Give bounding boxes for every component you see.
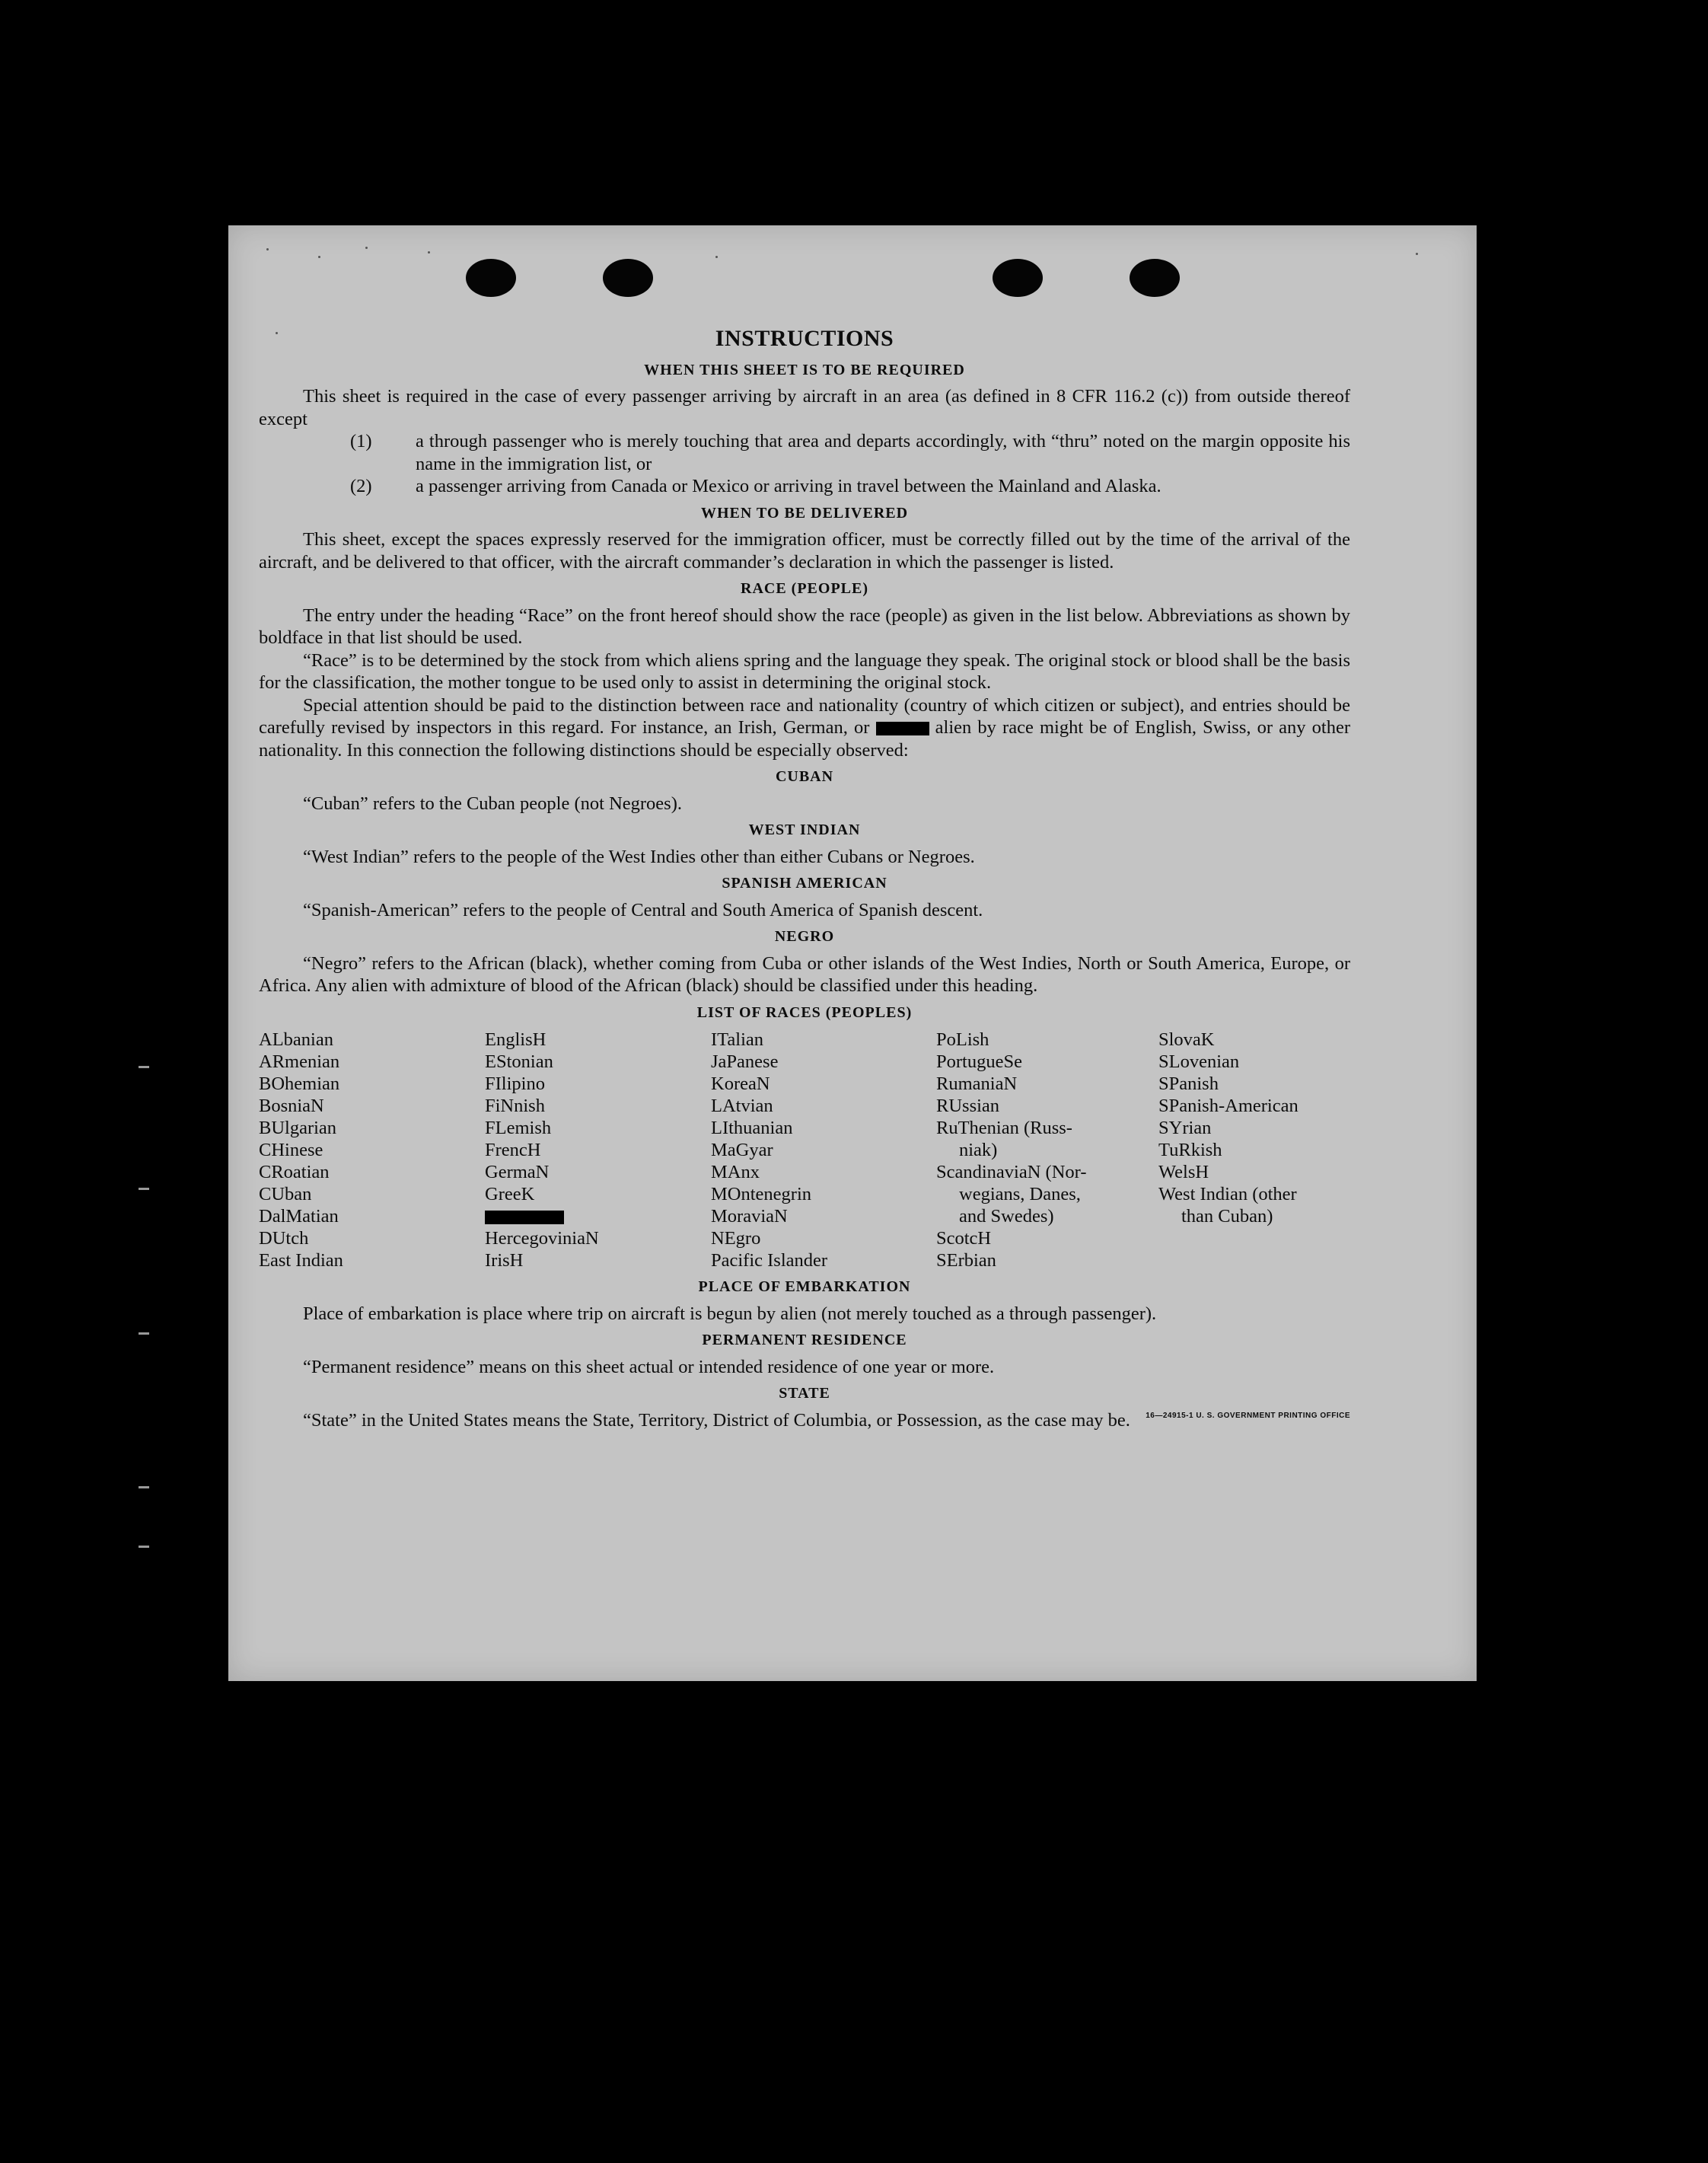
- race-entry: East Indian: [259, 1250, 343, 1271]
- race-entry: BOhemian: [259, 1074, 340, 1094]
- race-entry: FLemish: [485, 1118, 552, 1138]
- paragraph-text: Special attention should be paid to the distinction between race and nationality (country of which citizen or subject), and entries should be carefully revised by inspectors in this regard. For instance, an Irish, German, or: [259, 694, 1350, 738]
- section-heading: SPANISH AMERICAN: [722, 875, 887, 892]
- race-entry: BosniaN: [259, 1096, 324, 1116]
- section-heading: PLACE OF EMBARKATION: [698, 1278, 911, 1295]
- margin-mark: [139, 1066, 149, 1068]
- race-entry-continued: than Cuban): [1181, 1206, 1273, 1227]
- margin-mark: [139, 1486, 149, 1488]
- race-entry: ITalian: [711, 1029, 764, 1050]
- race-entry-continued: wegians, Danes,: [959, 1184, 1081, 1204]
- race-entry: SYrian: [1158, 1118, 1212, 1138]
- race-entry: LIthuanian: [711, 1118, 793, 1138]
- punch-hole: [603, 259, 653, 297]
- margin-mark: [139, 1332, 149, 1335]
- redaction-mark: [485, 1211, 564, 1224]
- section-heading: LIST OF RACES (PEOPLES): [696, 1003, 913, 1021]
- instruction-sheet: [228, 225, 1477, 1681]
- section-heading: PERMANENT RESIDENCE: [702, 1332, 907, 1348]
- race-entry: FIlipino: [485, 1074, 545, 1094]
- race-entry: MoraviaN: [711, 1206, 788, 1227]
- race-entry: DUtch: [259, 1228, 309, 1249]
- paragraph: “Race” is to be determined by the stock from which aliens spring and the language they speak. The original stock or blood shall be the basis for the classification, the mother tongue to be used only to assist in determining the original stock.: [259, 649, 1350, 693]
- race-entry: West Indian (other: [1158, 1184, 1297, 1204]
- paragraph-text: alien by race might be of English, Swiss, or any other nationality. In this connection the following distinctions should be especially observed:: [259, 717, 1351, 761]
- race-entry: MAnx: [711, 1162, 760, 1182]
- section-heading: NEGRO: [774, 928, 835, 945]
- paragraph: “Cuban” refers to the Cuban people (not Negroes).: [303, 793, 682, 814]
- race-entry: RuThenian (Russ-: [936, 1118, 1072, 1138]
- race-entry: FiNnish: [485, 1096, 545, 1116]
- race-entry: GreeK: [485, 1184, 535, 1204]
- redacted-entry: [485, 1205, 711, 1227]
- race-entry: CUban: [259, 1184, 312, 1204]
- punch-hole: [993, 259, 1043, 297]
- margin-mark: [139, 1546, 149, 1548]
- race-entry: KoreaN: [711, 1074, 770, 1094]
- race-entry: BUlgarian: [259, 1118, 337, 1138]
- section-heading: WHEN THIS SHEET IS TO BE REQUIRED: [644, 361, 965, 378]
- printing-office-code: 16—24915-1 U. S. GOVERNMENT PRINTING OFFICE: [1146, 1411, 1350, 1420]
- race-entry: JaPanese: [711, 1051, 779, 1072]
- race-entry: SLovenian: [1158, 1051, 1240, 1072]
- list-text: a through passenger who is merely touching that area and departs accordingly, with “thru” noted on the margin opposite his name in the immigration list, or: [416, 431, 1350, 474]
- race-entry: MOntenegrin: [711, 1184, 811, 1204]
- race-entry-continued: and Swedes): [959, 1206, 1054, 1227]
- page-title: INSTRUCTIONS: [715, 326, 894, 351]
- punch-hole: [1130, 259, 1180, 297]
- race-entry: IrisH: [485, 1250, 524, 1271]
- race-entry: CRoatian: [259, 1162, 330, 1182]
- race-entry: TuRkish: [1158, 1140, 1222, 1160]
- document-body: [259, 327, 1350, 1431]
- paragraph: The entry under the heading “Race” on the front hereof should show the race (people) as given in the list below. Abbreviations as shown by boldface in that list should be used.: [259, 605, 1350, 648]
- section-heading: WHEN TO BE DELIVERED: [700, 504, 909, 522]
- races-column: [1158, 1029, 1356, 1271]
- section-heading: RACE (PEOPLE): [741, 580, 868, 597]
- race-entry: NEgro: [711, 1228, 761, 1249]
- race-entry: EnglisH: [485, 1029, 546, 1050]
- list-item: [259, 475, 1350, 498]
- race-entry: RUssian: [936, 1096, 1000, 1116]
- race-entry: SErbian: [936, 1250, 996, 1271]
- races-column: [936, 1029, 1158, 1271]
- races-list: [259, 1029, 1350, 1271]
- race-entry: ScotcH: [936, 1228, 992, 1249]
- scan-speck: [715, 256, 718, 258]
- punch-hole: [466, 259, 516, 297]
- race-entry: GermaN: [485, 1162, 550, 1182]
- paragraph: This sheet, except the spaces expressly reserved for the immigration officer, must be correctly filled out by the time of the arrival of the aircraft, and be delivered to that officer, with the aircraft commander’s declaration in which the passenger is listed.: [259, 529, 1350, 573]
- list-text: a passenger arriving from Canada or Mexico or arriving in travel between the Mainland and Alaska.: [416, 476, 1162, 496]
- races-column: [711, 1029, 936, 1271]
- race-entry: ALbanian: [259, 1029, 333, 1050]
- section-heading: STATE: [779, 1385, 830, 1402]
- paragraph: This sheet is required in the case of every passenger arriving by aircraft in an area (as defined in 8 CFR 116.2 (c)) from outside thereof except: [259, 386, 1350, 429]
- race-entry: LAtvian: [711, 1096, 773, 1116]
- paragraph: Place of embarkation is place where trip on aircraft is begun by alien (not merely touched as a through passenger).: [303, 1303, 1157, 1324]
- list-number: (1): [350, 431, 372, 451]
- race-entry: ARmenian: [259, 1051, 340, 1072]
- redaction-mark: [876, 722, 929, 735]
- race-entry: Pacific Islander: [711, 1250, 828, 1271]
- list-number: (2): [350, 476, 372, 496]
- race-entry: HercegoviniaN: [485, 1228, 599, 1249]
- scan-speck: [266, 248, 269, 250]
- paragraph: [259, 694, 1350, 762]
- races-column: [259, 1029, 485, 1271]
- paragraph: “Permanent residence” means on this sheet actual or intended residence of one year or more.: [303, 1356, 995, 1377]
- race-entry: EStonian: [485, 1051, 553, 1072]
- race-entry: CHinese: [259, 1140, 323, 1160]
- race-entry: DalMatian: [259, 1206, 339, 1227]
- race-entry: ScandinaviaN (Nor-: [936, 1162, 1087, 1182]
- race-entry: MaGyar: [711, 1140, 773, 1160]
- paragraph: “Negro” refers to the African (black), whether coming from Cuba or other islands of the West Indies, North or South America, Europe, or Africa. Any alien with admixture of blood of the African (black) should be classified under this heading.: [259, 952, 1350, 996]
- paragraph: “Spanish-American” refers to the people of Central and South America of Spanish descent.: [303, 899, 983, 920]
- scan-speck: [428, 251, 430, 254]
- races-column: [485, 1029, 711, 1271]
- list-item: [259, 430, 1350, 475]
- race-entry: RumaniaN: [936, 1074, 1018, 1094]
- scan-speck: [318, 256, 320, 258]
- race-entry: PoLish: [936, 1029, 989, 1050]
- section-heading: CUBAN: [775, 768, 834, 785]
- section-heading: WEST INDIAN: [748, 821, 861, 838]
- paragraph: “State” in the United States means the State, Territory, District of Columbia, or Possession, as the case may be.: [303, 1409, 1130, 1431]
- race-entry: SlovaK: [1158, 1029, 1215, 1050]
- scan-speck: [1416, 253, 1418, 255]
- state-block: [259, 1409, 1350, 1432]
- race-entry: WelsH: [1158, 1162, 1209, 1182]
- race-entry-continued: niak): [959, 1140, 998, 1160]
- scan-speck: [365, 247, 368, 249]
- margin-mark: [139, 1188, 149, 1190]
- race-entry: FrencH: [485, 1140, 541, 1160]
- race-entry: SPanish: [1158, 1074, 1219, 1094]
- paragraph: “West Indian” refers to the people of the West Indies other than either Cubans or Negroes.: [303, 846, 975, 867]
- race-entry: SPanish-American: [1158, 1096, 1299, 1116]
- race-entry: PortugueSe: [936, 1051, 1022, 1072]
